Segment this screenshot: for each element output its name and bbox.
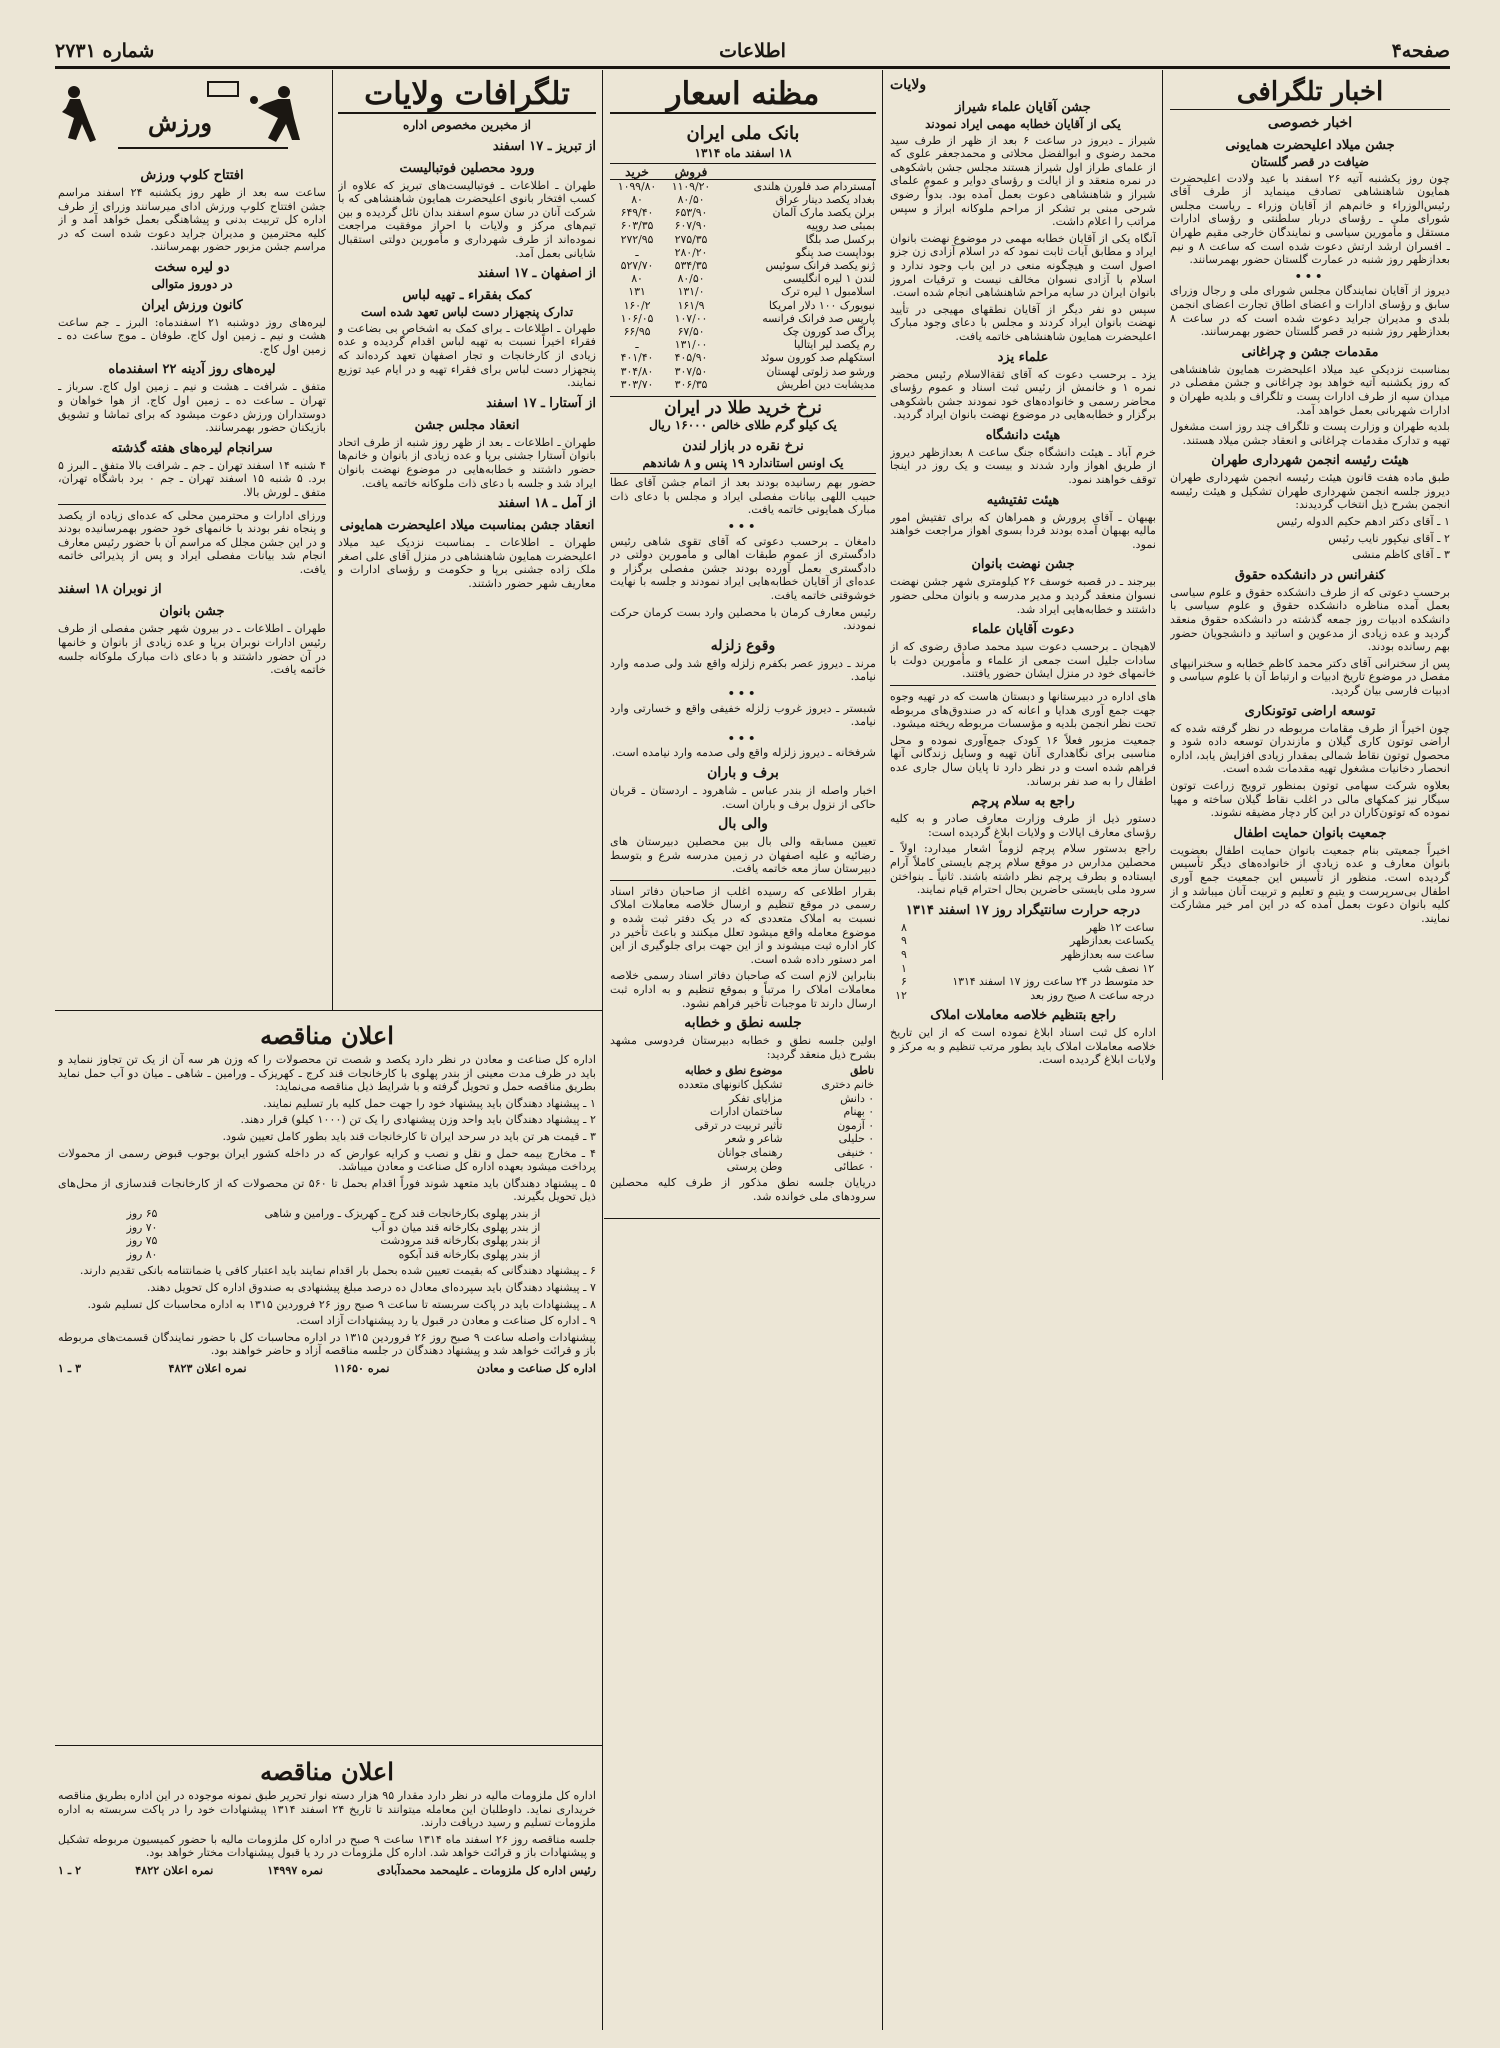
sell-rate: ۶۰۷/۹۰ xyxy=(674,219,708,233)
temperature-label: ۱۲ نصف شب xyxy=(1092,961,1154,975)
newspaper-name: اطلاعات xyxy=(719,40,786,62)
duration-row xyxy=(112,1234,542,1248)
headline: ورود محصلین فوتبالیست xyxy=(399,160,535,176)
speaker-name: ۰ حلیلی xyxy=(838,1132,874,1146)
speech-row xyxy=(610,1078,876,1092)
runner-head xyxy=(68,86,80,98)
currency-name: بوداپست صد پنگو xyxy=(795,245,875,259)
sell-rate: ۵۳۴/۳۵ xyxy=(674,259,708,273)
headline: راجع به سلام پرچم xyxy=(971,794,1075,810)
column-rule xyxy=(602,70,603,2030)
list-item: ۱ ـ آقای دکتر ادهم حکیم الدوله رئیس xyxy=(1276,515,1450,529)
sell-rate: ۳۰۶/۳۵ xyxy=(674,377,708,391)
article-paragraph: شبستر ـ دیروز غروب زلزله خفیفی واقع و خسارتی وارد نیامد. xyxy=(610,701,876,729)
buy-rate: ۵۲۷/۷۰ xyxy=(620,259,654,273)
list-item: ۳ ـ آقای کاظم منشی xyxy=(1352,548,1450,562)
rates-header-cell xyxy=(718,166,876,180)
headline: وقوع زلزله xyxy=(710,637,776,654)
notice-footer xyxy=(58,1864,596,1878)
dateline: از اصفهان ـ ۱۷ اسفند xyxy=(477,266,596,282)
article-paragraph: بنابراین لازم است که صاحبان دفاتر اسناد رسمی خلاصه معاملات املاک را مرتباً و بموقع تنظیم و به اداره ثبت ارسال دارند تا موجبات تأخیر فراهم نشود. xyxy=(610,969,876,1010)
tender-notice-2 xyxy=(58,1752,596,2030)
article-paragraph: تعیین مسابقه والی بال بین محصلین دبیرستان های رضائیه و علیه اصفهان در زمین مدرسه شرع و بتوسط دبیرستان ساز معه خاتمه یافت. xyxy=(610,835,876,876)
speech-row xyxy=(610,1132,876,1146)
article-paragraph: بعلاوه شرکت سهامی توتون بمنظور ترویج زراعت توتون سیگار نیز کمکهای مالی در اغلب نقاط گیلان ساخته و مهیا نموده که توتون‌کاران در این کار دچار مضیقه نشوند. xyxy=(1170,778,1450,820)
article-paragraph: اولین جلسه نطق و خطابه دبیرستان فردوسی مشهد بشرح ذیل منعقد گردید: xyxy=(610,1034,876,1061)
speaker-name: ۰ عطائی xyxy=(834,1159,874,1173)
notice-paragraph: پیشنهادات واصله ساعت ۹ صبح روز ۲۶ فروردین ۱۳۱۵ در اداره محاسبات کل با حضور نمایندگان قسمت‌های مربوطه باز و قرائت خواهد شد و پیشنهاد دهندگان در جلسه مناقصه آزاد و حاضر خواهند بود. xyxy=(58,1330,596,1358)
speech-topic: شاعر و شعر xyxy=(725,1132,783,1146)
speaker-name: خانم دختری xyxy=(821,1078,874,1092)
speeches-header-cell: ناطق xyxy=(850,1064,874,1078)
headline: توسعه اراضی توتونکاری xyxy=(1244,703,1376,719)
headline: علماء یزد xyxy=(997,349,1049,365)
silver-rate: یک اونس استاندارد ۱۹ پنس و ۸ شاندهم xyxy=(610,457,876,475)
sell-rate: ۱۶۱/۹ xyxy=(677,298,705,312)
article-paragraph: ۴ شنبه ۱۴ اسفند تهران ـ جم ـ شرافت بالا متفق ـ البرز ۵ برد. ۵ شنبه ۱۵ اسفند تهران ـ جم ۰ برد باشگاه تهران، متفق ـ لورش بالا. xyxy=(58,458,326,499)
speech-topic: مزایای تفکر xyxy=(729,1091,783,1105)
rate-row xyxy=(610,272,876,285)
player-figure xyxy=(258,99,300,142)
sell-rate: ۲۷۵/۳۵ xyxy=(674,232,708,246)
notice-number: نمره ۱۱۶۵۰ xyxy=(333,1360,390,1375)
telegrams-title: تلگرافات ولایات xyxy=(338,76,596,114)
rate-row xyxy=(610,325,876,338)
temperature-value: ۱۲ xyxy=(895,988,907,1002)
column-telegrams xyxy=(338,118,596,1004)
rate-row xyxy=(610,219,876,232)
section-rule xyxy=(55,1745,602,1746)
buy-rate: ۲۷۲/۹۵ xyxy=(620,232,654,246)
article-paragraph: برحسب دعوتی که از طرف دانشکده حقوق و علوم سیاسی بعمل آمده مناظره دانشکده حقوق و علوم سیاسی با دانشکده ادبیات روز جمعه گذشته در دانشکده حقوق منعقد گردید و عده زیادی از مدعوین و اساتید و دانشجویان حضور بهم رسانده بودند. xyxy=(1170,585,1450,654)
notice-item: ۲ ـ پیشنهاد دهندگان باید واحد وزن پیشنهادی را یک تن (۱۰۰۰ کیلو) قرار دهند. xyxy=(240,1113,596,1127)
article-paragraph: طهران ـ اطلاعات ـ در بیرون شهر جشن مفصلی از طرف رئیس ادارات نوبران برپا و عده زیادی از بانوان و خانمها در آن حضور داشتند و با دعای ذات مبارک ملوکانه جلسه خاتمه یافت. xyxy=(58,622,326,677)
buy-rate: ۱۰۹۹/۸۰ xyxy=(617,179,657,193)
buy-rate: ۴۰۱/۴۰ xyxy=(620,351,654,365)
article-paragraph: پس از سخنرانی آقای دکتر محمد کاظم خطابه و سخنرانیهای مفصل در موضوع تاریخ ادبیات و ارتباط آن با علوم سیاسی و ادبیات فارسی بیان گردید. xyxy=(1170,656,1450,697)
article-paragraph: ساعت سه بعد از ظهر روز یکشنبه ۲۴ اسفند مراسم جشن افتتاح کلوپ ورزش ادای میرسانند وزرای از طرف اداره کل تربیت بدنی و پیشاهنگی بعمل خواهد آمد و از کلیه محترمین و مدیران جراید دعوت شده است که در مراسم جشن مزبور حضور بهمرسانند. xyxy=(58,186,326,254)
headline: سرانجام لیره‌های هفته گذشته xyxy=(111,440,273,456)
rate-row xyxy=(610,285,876,298)
route-name: از بندر پهلوی بکارخانه قند میان دو آب xyxy=(371,1220,541,1234)
buy-rate: ۶۰۳/۳۵ xyxy=(620,219,654,233)
rate-row xyxy=(610,259,876,272)
speech-row xyxy=(610,1092,876,1106)
list-item: ۲ ـ آقای نیکپور نایب رئیس xyxy=(1328,531,1450,545)
article-paragraph: بهبهان ـ آقای پرورش و همراهان که برای تفتیش امور مالیه بهبهان آمده بودند فردا بسوی اهواز مراجعت خواهند نمود. xyxy=(890,510,1156,551)
currency-name: استکهلم صد کورون سوئد xyxy=(760,351,875,365)
currency-name: نیویورک ۱۰۰ دلار امریکا xyxy=(768,298,875,312)
notice-item: ۹ ـ اداره کل صناعت و معادن در قبول یا رد پیشنهادات آزاد است. xyxy=(296,1314,596,1328)
notice-paragraph: جلسه مناقصه روز ۲۶ اسفند ماه ۱۳۱۴ ساعت ۹ صبح در اداره کل ملزومات مالیه با حضور کمیسیون مربوطه تشکیل و پیشنهادات باز و قرائت خواهد شد. اداره کل ملزومات در رد یا قبول پیشنهادات مختار خواهد بود. xyxy=(58,1832,596,1860)
headline: جشن بانوان xyxy=(159,604,225,620)
masthead xyxy=(55,38,1450,69)
subheadline: در دوروز متوالی xyxy=(151,276,233,291)
section-title: اخبار خصوصی xyxy=(1267,115,1353,131)
ad-pages: ۳ ـ ۱ xyxy=(58,1360,82,1375)
headline: برف و باران xyxy=(707,764,779,781)
temperature-value: ۹ xyxy=(900,947,907,961)
column-rule xyxy=(332,70,333,1010)
column-rule xyxy=(1162,70,1163,1080)
route-name: از بندر پهلوی بکارخانه قند آبکوه xyxy=(398,1247,541,1261)
temperature-row xyxy=(890,989,1156,1003)
rate-row xyxy=(610,246,876,259)
speech-row xyxy=(610,1119,876,1133)
runner-figure xyxy=(62,99,96,142)
speech-row xyxy=(610,1146,876,1160)
article-paragraph: طهران ـ اطلاعات ـ بعد از ظهر روز شنبه از طرف اتحاد بانوان آستارا جشنی برپا و عده زیادی از بانوان و خانم‌ها حضور داشتند و خطابه‌هایی در موضوع نهضت بانوان ایراد شد و جلسه با دعای ذات ملوکانه خاتمه یافت. xyxy=(338,435,596,490)
headline: والی بال xyxy=(718,816,768,833)
tender-notice-1 xyxy=(58,1016,596,1740)
speech-row xyxy=(610,1160,876,1174)
duration-row xyxy=(112,1221,542,1235)
sell-rate: ۲۸۰/۲۰ xyxy=(674,245,708,259)
sell-rate: ۸۰/۵۰ xyxy=(677,272,705,286)
temperature-label: حد متوسط در ۲۴ ساعت روز ۱۷ اسفند ۱۳۱۴ xyxy=(952,975,1154,989)
headline: افتتاح کلوپ ورزش xyxy=(140,168,244,183)
notice-title: اعلان مناقصه xyxy=(260,1021,394,1050)
temperature-value: ۱ xyxy=(900,961,907,975)
article-paragraph: خرم آباد ـ هیئت دانشگاه جنگ ساعت ۸ بعدازظهر دیروز از طریق اهواز وارد شدند و بیست و یک روز در اینجا توقف خواهند نمود. xyxy=(890,445,1156,487)
temperature-label: یکساعت بعدازظهر xyxy=(1070,934,1154,948)
column-local-news xyxy=(1170,72,1450,2030)
currency-name: پراگ صد کورون چک xyxy=(782,325,875,339)
speech-topic: تشکیل کانونهای متعدده xyxy=(678,1078,783,1092)
article-paragraph: طهران ـ اطلاعات ـ برای کمک به اشخاص بی بضاعت و فقراء اخیراً نسبت به تهیه لباس اقدام گردیده و عده زیادی از کارخانجات و تجار اصفهان تعهد کرده‌اند که پنجهزار دست لباس برای فقراء تهیه و در ایام عید توزیع نمایند. xyxy=(338,321,596,390)
rates-header-row xyxy=(610,166,876,180)
buy-rate: ۸۰ xyxy=(631,272,643,286)
currency-name: اسلامبول ۱ لیره ترک xyxy=(781,285,875,299)
headline: لیره‌های روز آدینه ۲۲ اسفندماه xyxy=(108,362,276,378)
article-paragraph: طبق ماده هفت قانون هیئت رئیسه انجمن شهرداری طهران دیروز جلسه انجمن شهرداری طهران تشکیل و هیئت رئیسه انجمن بشرح ذیل انتخاب گردیدند: xyxy=(1170,471,1450,512)
ad-number: نمره اعلان ۴۸۲۲ xyxy=(135,1862,214,1877)
temperature-row xyxy=(890,934,1156,948)
article-paragraph: رئیس معارف کرمان با محصلین وارد بست کرمان حرکت نمودند. xyxy=(610,605,876,633)
route-name: از بندر پهلوی بکارخانه قند مرودشت xyxy=(380,1234,541,1248)
speeches-table xyxy=(610,1064,876,1173)
headline: مقدمات جشن و چراغانی xyxy=(1241,344,1379,360)
dateline: از آستارا ـ ۱۷ اسفند xyxy=(486,395,596,411)
notice-item: ۱ ـ پیشنهاد دهندگان باید پیشنهاد خود را جهت حمل کلیه بار تسلیم نمایند. xyxy=(263,1096,596,1110)
buy-rate: ۱۳۱ xyxy=(628,285,646,299)
delivery-durations-table xyxy=(112,1207,542,1261)
separator: ••• xyxy=(727,685,759,700)
headline: جشن آقایان علماء شیراز xyxy=(955,100,1091,115)
currency-name: پاریس صد فرانک فرانسه xyxy=(762,311,875,325)
rate-row xyxy=(610,365,876,378)
buy-rate: ـ xyxy=(635,338,639,352)
headline: کنفرانس در دانشکده حقوق xyxy=(1234,567,1386,583)
article-paragraph: لیره‌های روز دوشنبه ۲۱ اسفندماه: البرز ـ جم ساعت هشت و نیم ـ زمین اول کاج. طوفان ـ موج ساعت ده ـ زمین اول کاج. xyxy=(58,315,326,356)
article-paragraph: جمعیت مزبور فعلاً ۱۶ کودک جمع‌آوری نموده و محل مناسبی برای نگاهداری آنان تهیه و وسایل زندگانی آنها فراهم شده است و در نظر دارد تا پایان سال جاری عده اطفال را به صد نفر برساند. xyxy=(890,733,1156,788)
sell-rate: ۶۷/۵۰ xyxy=(677,325,705,339)
article-paragraph: آنگاه یکی از آقایان خطابه مهمی در موضوع نهضت بانوان ایراد و مطابق آیات ثابت نمود که در اسلام آزادی زن جزو اصول است و هیچگونه منعی در این باب وجود ندارد و اسلام با آزادی نسوان مخالف نیست و ترقیات امروز بانوان ایران در سایه مراحم شاهنشاهی انجام شده است. xyxy=(890,231,1156,300)
headline: هیئت دانشگاه xyxy=(985,427,1061,443)
page-number: صفحه۴ xyxy=(1391,40,1450,62)
rate-row xyxy=(610,312,876,325)
section-banner: اخبار تلگرافی xyxy=(1170,77,1450,110)
gold-rate: یک کیلو گرم طلای خالص ۱۶۰۰۰ ریال xyxy=(649,418,837,433)
rate-row xyxy=(610,299,876,312)
article-paragraph: چون اخیراً از طرف مقامات مربوطه در نظر گرفته شده که اراضی توتون کاری گیلان و مازندران توسعه داده شود و محصول توتون نقاط شمالی بمقدار زیادی افزایش یابد، اداره انحصار دخانیات مشغول تهیه مقدمات شده است. xyxy=(1170,721,1450,776)
notice-title: اعلان مناقصه xyxy=(260,1757,394,1786)
exchange-rates-table xyxy=(610,166,876,391)
route-duration: ۷۰ روز xyxy=(126,1220,158,1234)
speech-topic: وطن پرستی xyxy=(726,1159,783,1173)
rate-row xyxy=(610,193,876,206)
temperature-label: ساعت ۱۲ ظهر xyxy=(1086,920,1154,934)
headline: کانون ورزش ایران xyxy=(141,297,243,313)
rate-row xyxy=(610,233,876,246)
separator: ••• xyxy=(727,519,759,534)
duration-row xyxy=(112,1248,542,1262)
sell-rate: ۱۳۱/۰ xyxy=(677,285,705,299)
headline: جمعیت بانوان حمایت اطفال xyxy=(1233,825,1387,841)
headline: راجع بتنظیم خلاصه معاملات املاک xyxy=(930,1008,1116,1024)
notice-number: نمره ۱۴۹۹۷ xyxy=(267,1862,323,1877)
weather-title: درجه حرارت سانتیگراد روز ۱۷ اسفند ۱۳۱۴ xyxy=(905,902,1141,918)
article-paragraph: حضور بهم رسانیده بودند بعد از اتمام جشن آقای عطا حبیب اللهی بیانات مفصلی ایراد و مجلس با دعای ذات مبارک همایونی خاتمه یافت. xyxy=(610,476,876,517)
buy-rate: ۶۴۹/۴۰ xyxy=(620,206,654,220)
speech-row xyxy=(610,1105,876,1119)
temperature-value: ۹ xyxy=(900,934,907,948)
headline: دو لیره سخت xyxy=(154,259,230,275)
notice-item: ۷ ـ پیشنهاد دهندگان باید سپرده‌ای معادل ده درصد مبلغ پیشنهادی به صندوق اداره کل تحویل دهند. xyxy=(146,1280,596,1294)
currency-name: بغداد یکصد دینار عراق xyxy=(775,193,875,206)
sell-rate: ۱۰۷/۰۰ xyxy=(674,311,708,325)
subheadline: ضیافت در قصر گلستان xyxy=(1251,155,1369,169)
article-paragraph: های اداره در دبیرستانها و دبستان هاست که در تهیه وجوه جهت جمع آوری هدایا و اعانه که در صندوق‌های مربوطه تحت نظر انجمن بلدیه و مؤسسات مربوطه ریخته میشود. xyxy=(890,690,1156,731)
notice-footer xyxy=(58,1362,596,1376)
rate-row xyxy=(610,179,876,193)
speech-topic: تأثیر تربیت در ترقی xyxy=(694,1118,783,1132)
notice-paragraph: اداره کل صناعت و معادن در نظر دارد یکصد و شصت تن محصولات را که وزن هر سه آن از یک تن تجاوز ننماید و باید در ظرف مدت معینی از بندر پهلوی با کارخانجات قند کرج ـ کهریزک ـ ورامین ـ شاهی ـ میان دو آب حمل نماید بطریق مناقصه حمل و تحویل گرفته و با شرایط ذیل مناقصه می‌نماید: xyxy=(58,1053,596,1094)
buy-rate: ۶۶/۹۵ xyxy=(623,325,651,339)
article-paragraph: دامغان ـ برحسب دعوتی که آقای تقوی شاهی رئیس دادگستری از عموم طبقات اهالی و مأمورین دولتی در دادگستری بعمل آورده بودند جشن مفصلی برگزار و عده‌ای از آقایان خطابه‌هایی ایراد نمودند و جلسه با نهایت خوشوقتی خاتمه یافت. xyxy=(610,534,876,602)
dateline: از تبریز ـ ۱۷ اسفند xyxy=(492,138,596,154)
temperature-row xyxy=(890,975,1156,989)
route-duration: ۶۵ روز xyxy=(126,1206,158,1220)
article-paragraph: متفق ـ شرافت ـ هشت و نیم ـ زمین اول کاج. سرباز ـ تهران ـ ساعت ده ـ زمین اول کاج. از هوا خواهان و دوستداران ورزش دعوت میشود که برای تماشا و تشویق بازیکنان حضور بهمرسانند. xyxy=(58,380,326,435)
article-paragraph: مرند ـ دیروز عصر بکفرم زلزله واقع شد ولی صدمه وارد نیامد. xyxy=(610,656,876,684)
temperature-row xyxy=(890,921,1156,935)
notice-item: ۴ ـ مخارج بیمه حمل و نقل و نصب و کرایه عوارض که در داخله کشور ایران بوجوب قبوض رسمی از محمولات پرداخت میشود بعهده اداره کل صناعت و معادن میباشد. xyxy=(58,1146,596,1174)
headline: جلسه نطق و خطابه xyxy=(684,1015,802,1032)
temperature-row xyxy=(890,948,1156,962)
currency-name: بمبئی صد روپیه xyxy=(806,219,875,233)
rates-date: ۱۸ اسفند ماه ۱۳۱۴ xyxy=(610,147,876,164)
notice-signature: رئیس اداره کل ملزومات ـ علیمحمد محمدآبادی xyxy=(377,1862,596,1877)
currency-name: لندن ۱ لیره انگلیسی xyxy=(783,272,875,286)
ball xyxy=(250,96,258,104)
article-paragraph: بیرجند ـ در قصبه خوسف ۲۶ کیلومتری شهر جشن نهضت نسوان منعقد گردید و مدیر مدرسه و بانوان محلی حضور داشتند و خطابه‌هایی ایراد شد. xyxy=(890,575,1156,616)
silver-title: نرخ نقره در بازار لندن xyxy=(682,438,804,454)
buy-rate: ۱۶۰/۲ xyxy=(623,298,651,312)
temperature-label: درجه ساعت ۸ صبح روز بعد xyxy=(1030,988,1154,1002)
article-paragraph: اخیراً جمعیتی بنام جمعیت بانوان حمایت اطفال بعضویت بانوان معارف و عده زیادی از خانواده‌های دیگر تأسیس گردیده است. منظور از تأسیس این جمعیت جمع آوری اطفال بی‌سرپرست و یتیم و تعلیم و تربیت آنان میباشد و از کلیه بانوان دعوت بعمل آمده که در این امر خیر مشارکت نمایند. xyxy=(1170,843,1450,925)
sell-rate: ۱۱۰۹/۲۰ xyxy=(671,179,711,193)
currency-name: مدیشابت دین اطریش xyxy=(776,377,875,391)
speech-topic: رهنمای جوانان xyxy=(717,1145,783,1159)
temperature-value: ۸ xyxy=(900,920,907,934)
sell-rate: ۶۵۳/۹۰ xyxy=(674,206,708,220)
temperature-row xyxy=(890,962,1156,976)
duration-row xyxy=(112,1207,542,1221)
headline: انعقاد مجلس جشن xyxy=(414,417,520,433)
separator: ••• xyxy=(1294,268,1326,283)
headline: جشن میلاد اعلیحضرت همایونی xyxy=(1225,138,1395,153)
subheadline: تدارک پنجهزار دست لباس تعهد شده است xyxy=(360,305,574,320)
column-exchange xyxy=(610,118,876,2030)
speaker-name: ۰ خنیفی xyxy=(837,1145,874,1159)
section-title: ولایات xyxy=(890,77,927,93)
divider xyxy=(58,504,326,505)
section-rule xyxy=(55,1010,602,1011)
article-paragraph: اداره کل ثبت اسناد ابلاغ نموده است که از این تاریخ خلاصه معاملات املاک باید بطور مرتب تنظیم و به مرکز و ولایات ابلاغ گردیده است. xyxy=(890,1026,1156,1067)
article-paragraph: یزد ـ برحسب دعوت که آقای ثقةالاسلام رئیس محضر نمره ۱ و خانمش از رئیس ثبت اسناد و عموم رؤسای محاضر رسمی و خانواده‌های خود نمودند جشن باشکوهی برگزار و خطابه‌هایی در موضوع نهضت بانوان ایراد گردید. xyxy=(890,367,1156,422)
rates-header-cell: فروش xyxy=(664,166,718,180)
notice-item: ۵ ـ پیشنهاد دهندگان باید متعهد شوند فوراً اقدام بحمل تا ۵۶۰ تن محصولات که از کارخانجات قندسازی از محل‌های ذیل تحویل بگیرند. xyxy=(58,1176,596,1204)
buy-rate: ۳۰۴/۸۰ xyxy=(620,364,654,378)
route-duration: ۸۰ روز xyxy=(126,1247,158,1261)
exchange-rates-title: مظنه اسعار xyxy=(610,76,876,114)
sell-rate: ۱۳۱/۰۰ xyxy=(674,338,708,352)
rate-row xyxy=(610,378,876,391)
article-paragraph: ورزای ادارات و محترمین محلی که عده‌ای زیاده از یکصد و پنجاه نفر بودند با خانمهای خود حضور بهمرسانیده بودند و در این جشن مجلل که مراسم آن با حضور رئیس معارف انجام شد بیانات مفصلی ایراد و پس از پذیرائی خاتمه یافت. xyxy=(58,508,326,576)
article-paragraph: بقرار اطلاعی که رسیده اغلب از صاحبان دفاتر اسناد رسمی در موقع تنظیم و ارسال خلاصه معاملات املاک نسبت به املاک متعددی که در یک دفتر ثبت شده و موضوع معامله واقع میشود تعلل میکنند و باعث تأخیر در کار اداره ثبت میشوند و از این جهت برای جلوگیری از این امر دستور داده شده است. xyxy=(610,884,876,966)
temperature-value: ۶ xyxy=(900,975,907,989)
speaker-name: ۰ آزمون xyxy=(837,1118,874,1132)
gold-title: نرخ خرید طلا در ایران xyxy=(610,396,876,417)
rate-row xyxy=(610,206,876,219)
article-paragraph: طهران ـ اطلاعات ـ فوتبالیست‌های تبریز که علاوه از کسب افتخار بانوی اعلیحضرت همایون شاهنشاهی که با شرکت آنان در سان سوم اسفند بدان نائل گردیده و بین تیم‌های مرکز و ولایات با احراز موفقیت مراجعت نموده‌اند از طرف شهرداری و مأمورین دولتی استقبال شایانی بعمل آمد. xyxy=(338,178,596,260)
currency-name: ورشو صد زلوتی لهستان xyxy=(766,364,875,378)
article-paragraph: دستور ذیل از طرف وزارت معارف صادر و به کلیه رؤسای معارف ایالات و ولایات ابلاغ گردیده است: xyxy=(890,812,1156,839)
speeches-header-row xyxy=(610,1064,876,1078)
notice-item: ۸ ـ پیشنهادات باید در پاکت سربسته تا ساعت ۹ صبح روز ۲۶ فروردین ۱۳۱۵ به اداره محاسبات کل تسلیم شود. xyxy=(87,1297,596,1311)
buy-rate: ۱۰۶/۰۵ xyxy=(620,311,654,325)
headline: انعقاد جشن بمناسبت میلاد اعلیحضرت همایونی xyxy=(339,518,595,534)
buy-rate: ـ xyxy=(635,245,639,259)
sports-section-title: ورزش xyxy=(147,108,213,137)
rate-row xyxy=(610,351,876,364)
article-paragraph: دریایان جلسه نطق مذکور از طرف کلیه محصلین سرودهای ملی خوانده شد. xyxy=(610,1176,876,1203)
buy-rate: ۳۰۳/۷۰ xyxy=(620,377,654,391)
article-paragraph: چون روز یکشنبه آتیه ۲۶ اسفند با عید ولادت اعلیحضرت همایون شاهنشاهی تصادف مینماید از طرف آقای رئیس‌الوزراء و خانم‌هم از آقایان وزراء ـ ریاست مجلس شورای ملی ـ رؤسای دربار سلطنتی و رؤسای ادارات مستقل و مأمورین سیاسی و نمایندگان خارجی مقیم طهران ـ افسران ارشد ارتش دعوت شده است که ساعت ۸ و نیم بعدازظهر روز شنبه در عمارت گلستان حضور بهمرسانند. xyxy=(1170,171,1450,267)
article-paragraph: راجع بدستور سلام پرچم لزوماً اشعار میدارد: اولاً ـ محصلین مدارس در موقع سلام پرچم بایستی کاملاً آرام ایستاده و بطرف پرچم نظر داشته باشند. ثانیاً ـ بنواختن سرود ملی بایستی حاضرین بحال احترام قیام نمایند. xyxy=(890,842,1156,897)
currency-name: رم یکصد لیر ایتالیا xyxy=(793,338,875,352)
article-paragraph: شرفخانه ـ دیروز زلزله واقع ولی صدمه وارد نیامده است. xyxy=(611,746,876,760)
dateline: از آمل ـ ۱۸ اسفند xyxy=(497,496,596,512)
sell-rate: ۴۰۵/۹۰ xyxy=(674,351,708,365)
temperature-label: ساعت سه بعدازظهر xyxy=(1061,947,1154,961)
headline: دعوت آقایان علماء xyxy=(971,622,1075,638)
net xyxy=(208,82,238,96)
divider xyxy=(890,685,1156,686)
sell-rate: ۳۰۷/۵۰ xyxy=(674,364,708,378)
dateline: از نوبران ۱۸ اسفند xyxy=(58,582,162,598)
notice-signature: اداره کل صناعت و معادن xyxy=(476,1360,596,1375)
speaker-name: ۰ بهنام xyxy=(843,1105,874,1119)
article-paragraph: شیراز ـ دیروز در ساعت ۶ بعد از ظهر از طرف سید محمد رضوی و ابوالفضل محلاتی و محمدجعفر علوی که از علمای طراز اول شیراز هستند مجلس جشن باشکوهی در نمره منعقد و از ایالت و رؤسای دوایر و عموم علمای شیراز و شاهنشاهی دعوت بعمل آمده بود. بدواً رضوی شرحی مبنی بر تشکر از مراحم ملوکانه ابراز و سپس مراتب را اعلام داشت. xyxy=(890,133,1156,229)
article-paragraph: دیروز از آقایان نمایندگان مجلس شورای ملی و رجال وزرای سابق و رؤسای ادارات و اعضای اطاق تجارت اعضای انجمن بلدی و مدیران جراید دعوت شده است که در ساعت ۸ بعدازظهر روز شنبه در قصر گلستان حضور بهمرسانند. xyxy=(1170,284,1450,339)
ad-pages: ۲ ـ ۱ xyxy=(58,1862,82,1877)
column-provinces xyxy=(890,72,1156,2030)
speech-topic: ساختمان ادارات xyxy=(710,1105,783,1119)
article-paragraph: بمناسبت نزدیکی عید میلاد اعلیحضرت همایون شاهنشاهی که روز یکشنبه آتیه خواهد بود چراغانی و جشن مفصلی در میدان سپه از طرف ادارات پست و تلگراف و بلدیه طهران و ادارات شهربانی بعمل خواهد آمد. xyxy=(1170,362,1450,417)
headline: کمک بفقراء ـ تهیه لباس xyxy=(402,288,532,304)
telegrams-subtitle: از مخبرین مخصوص اداره xyxy=(403,118,531,132)
separator: ••• xyxy=(727,730,759,745)
subheadline: یکی از آقایان خطابه مهمی ایراد نمودند xyxy=(925,117,1121,131)
notice-item: ۶ ـ پیشنهاد دهندگانی که بقیمت تعیین شده بحمل بار اقدام نمایند باید اعتبار کافی یا ضمانتنامه بانکی تقدیم دارند. xyxy=(79,1264,596,1278)
column-rule xyxy=(882,70,883,2030)
rate-row xyxy=(610,338,876,351)
article-paragraph: سپس دو نفر دیگر از آقایان نطقهای مهیجی در تأیید نهضت بانوان ایراد کردند و مجلس با دعای وجود مبارک اعلیحضرت همایون شاهنشاهی خاتمه یافت. xyxy=(890,302,1156,343)
article-paragraph: طهران ـ اطلاعات ـ بمناسبت نزدیک عید میلاد اعلیحضرت همایون شاهنشاهی در منزل آقای علی اصغر ملک زاده جشنی برپا و حکومت و رؤسای ادارات و معاریف شهر حضور داشتند. xyxy=(338,536,596,590)
headline: جشن نهضت بانوان xyxy=(971,557,1075,573)
player-head xyxy=(278,86,290,98)
headline: هیئت رئیسه انجمن شهرداری طهران xyxy=(1211,453,1409,469)
currency-name: ژنو یکصد فرانک سوئیس xyxy=(765,259,875,273)
divider xyxy=(610,880,876,881)
notice-item: ۳ ـ قیمت هر تن باید در سرحد ایران تا کارخانجات قند باید بطور کامل تعیین شود. xyxy=(222,1129,596,1143)
currency-name: آمستردام صد فلورن هلندی xyxy=(753,179,875,193)
article-paragraph: اخبار واصله از بندر عباس ـ شاهرود ـ اردستان ـ قربان حاکی از نزول برف و باران است. xyxy=(610,783,876,811)
column-sports xyxy=(58,162,326,1004)
temperature-table xyxy=(890,921,1156,1003)
speaker-name: ۰ دانش xyxy=(840,1091,874,1105)
route-name: از بندر پهلوی بکارخانجات قند کرج ـ کهریزک ـ ورامین و شاهی xyxy=(264,1206,541,1220)
article-paragraph: بلدیه طهران و وزارت پست و تلگراف چند روز است مشغول تهیه و تدارک مقدمات چراغانی و انعقاد جشن میلاد هستند. xyxy=(1170,420,1450,447)
ad-number: نمره اعلان ۴۸۲۳ xyxy=(168,1360,247,1375)
currency-name: برکسل صد بلگا xyxy=(805,232,875,246)
article-paragraph: لاهیجان ـ برحسب دعوت سید محمد صادق رضوی که از سادات جلیل است جمعی از علماء و مأمورین دولت با خانمهای خود در منزل ایشان حضور یافتند. xyxy=(890,640,1156,681)
notice-paragraph: اداره کل ملزومات مالیه در نظر دارد مقدار ۹۵ هزار دسته نوار تحریر طبق نمونه موجوده در این اداره بطریق مناقصه خریداری نماید. داوطلبان این معامله میتوانند تا تاریخ ۲۴ اسفند ۱۳۱۴ پیشنهادات خود را در پاکت سربسته به اداره ملزومات تسلیم و رسید دریافت دارند. xyxy=(58,1789,596,1830)
sell-rate: ۸۰/۵۰ xyxy=(677,193,705,206)
bank-name: بانک ملی ایران xyxy=(686,123,800,144)
headline: هیئت تفتیشیه xyxy=(986,492,1060,508)
speeches-header-cell: موضوع نطق و خطابه xyxy=(684,1064,783,1078)
buy-rate: ۸۰ xyxy=(631,193,643,206)
issue-number: شماره ۲۷۳۱ xyxy=(55,40,155,62)
currency-name: برلن یکصد مارک آلمان xyxy=(772,206,875,220)
rates-header-cell: خرید xyxy=(610,166,664,180)
route-duration: ۷۵ روز xyxy=(126,1234,158,1248)
